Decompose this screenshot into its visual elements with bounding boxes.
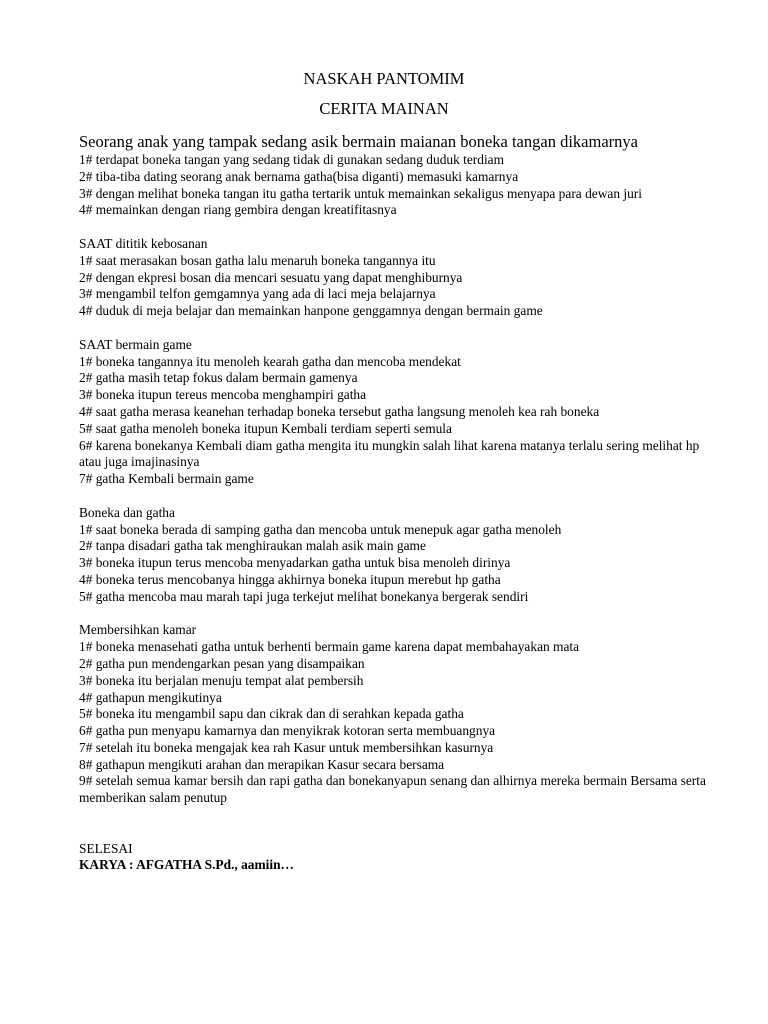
list-item: 4# memainkan dengan riang gembira dengan kreatifitasnya <box>79 202 397 218</box>
list-item: 3# mengambil telfon gemgamnya yang ada di laci meja belajarnya <box>79 286 436 302</box>
list-item: 3# boneka itupun tereus mencoba menghampiri gatha <box>79 387 367 403</box>
list-item: 1# saat boneka berada di samping gatha dan mencoba untuk menepuk agar gatha menoleh <box>79 521 562 537</box>
section-heading: SAAT bermain game <box>79 336 192 352</box>
list-item: 8# gathapun mengikuti arahan dan merapikan Kasur secara bersama <box>79 756 445 772</box>
ending-text: SELESAI <box>79 840 133 856</box>
list-item: 5# saat gatha menoleh boneka itupun Kembali terdiam seperti semula <box>79 420 452 436</box>
section-heading: Boneka dan gatha <box>79 504 175 520</box>
list-item: 2# tanpa disadari gatha tak menghiraukan malah asik main game <box>79 538 426 554</box>
list-item: 5# gatha mencoba mau marah tapi juga terkejut melihat bonekanya bergerak sendiri <box>79 588 529 604</box>
list-item: 5# boneka itu mengambil sapu dan cikrak dan di serahkan kepada gatha <box>79 706 464 722</box>
list-item: 1# terdapat boneka tangan yang sedang tidak di gunakan sedang duduk terdiam <box>79 152 505 167</box>
list-item: 3# boneka itupun terus mencoba menyadarkan gatha untuk bisa menoleh dirinya <box>79 555 511 571</box>
list-item: 4# boneka terus mencobanya hingga akhirnya boneka itupun merebut hp gatha <box>79 571 501 587</box>
list-item: 4# saat gatha merasa keanehan terhadap boneka tersebut gatha langsung menoleh kea rah boneka <box>79 403 600 419</box>
section-boredom <box>79 236 719 320</box>
list-item: 6# karena bonekanya Kembali diam gatha mengita itu mungkin salah lihat karena matanya terlalu sering melihat hp atau juga imajinasinya <box>79 437 700 470</box>
list-item: 6# gatha pun menyapu kamarnya dan menyikrak kotoran serta membuangnya <box>79 723 496 739</box>
list-item: 4# gathapun mengikutinya <box>79 689 222 705</box>
list-item: 3# boneka itu berjalan menuju tempat alat pembersih <box>79 672 364 688</box>
section-doll-and-gatha <box>79 505 719 606</box>
list-item: 2# gatha pun mendengarkan pesan yang disampaikan <box>79 655 365 671</box>
list-item: 2# gatha masih tetap fokus dalam bermain gamenya <box>79 370 358 386</box>
list-item: 9# setelah semua kamar bersih dan rapi gatha dan bonekanyapun senang dan alhirnya mereka bermain Bersama serta memberikan salam penutup <box>79 773 706 806</box>
document-body <box>79 132 719 874</box>
list-item: 3# dengan melihat boneka tangan itu gatha tertarik untuk memainkan sekaligus menyapa para dewan juri <box>79 185 642 201</box>
document-title: NASKAH PANTOMIM <box>303 69 465 88</box>
list-item: 1# boneka tangannya itu menoleh kearah gatha dan mencoba mendekat <box>79 353 461 369</box>
list-item: 2# dengan ekpresi bosan dia mencari sesuatu yang dapat menghiburnya <box>79 269 463 285</box>
list-item: 7# gatha Kembali bermain game <box>79 471 254 487</box>
list-item: 7# setelah itu boneka mengajak kea rah Kasur untuk membersihkan kasurnya <box>79 739 494 755</box>
section-cleaning-room <box>79 622 719 807</box>
list-item: 2# tiba-tiba dating seorang anak bernama gatha(bisa diganti) memasuki kamarnya <box>79 168 519 184</box>
intro-heading: Seorang anak yang tampak sedang asik bermain maianan boneka tangan dikamarnya <box>79 132 638 151</box>
section-heading: SAAT dititik kebosanan <box>79 235 208 251</box>
section-heading: Membersihkan kamar <box>79 622 197 638</box>
section-playing-game <box>79 337 719 488</box>
author-credit: KARYA : AFGATHA S.Pd., aamiin… <box>79 857 294 873</box>
list-item: 4# duduk di meja belajar dan memainkan hanpone genggamnya dengan bermain game <box>79 303 543 319</box>
list-item: 1# saat merasakan bosan gatha lalu menaruh boneka tangannya itu <box>79 252 436 268</box>
list-item: 1# boneka menasehati gatha untuk berhenti bermain game karena dapat membahayakan mata <box>79 639 580 655</box>
section-opening <box>79 152 719 219</box>
document-subtitle: CERITA MAINAN <box>319 99 449 118</box>
